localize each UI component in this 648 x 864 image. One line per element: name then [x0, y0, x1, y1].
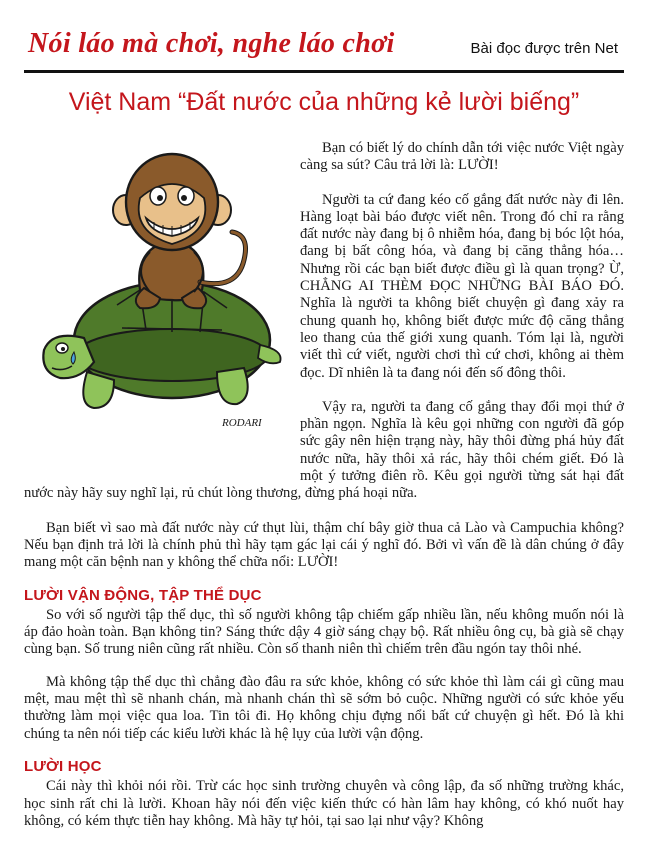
- page-header: [0, 0, 648, 76]
- section-heading: LƯỜI VẬN ĐỘNG, TẬP THỂ DỤC: [24, 586, 262, 604]
- brand-title: Nói láo mà chơi, nghe láo chơi: [28, 28, 395, 59]
- intro-paragraph: Người ta cứ đang kéo cố gắng đất nước này đi lên. Hàng loạt bài báo được viết nên. Trong đó chỉ ra rằng đất nước này đang bị ô nhiễm hóa, đang bị bóc lột hóa, đang bị bất công hóa, và đang bị căng thẳng hóa… Nhưng rồi các bạn biết được điều gì là quan trọng? Ừ, CHẲNG AI THÈM ĐỌC NHỮNG BÀI BÁO ĐÓ. Nghĩa là người ta không biết chuyện gì đang xảy ra chung quanh họ, không biết được mức độ căng thẳng leo thang của thế giới xung quanh. Tóm lại là, người viết thì cứ viết, người chơi thì cứ chơi, không ai thèm đọc. Dĩ nhiên là ta đang nói đến số đông thôi.: [300, 191, 624, 381]
- section-paragraph: So với số người tập thể dục, thì số người không tập chiếm gấp nhiều lần, nếu không muốn nói là áp đảo hoàn toàn. Bạn không tin? Sáng thức dậy 4 giờ sáng chạy bộ. Rất nhiều ông cụ, bà già sẽ chạy cùng bạn. Số trung niên cũng rất nhiều. Còn số thanh niên thì chiếm trên đầu ngón tay thôi nhé.: [24, 606, 624, 658]
- monkey-right-pupil: [181, 195, 187, 201]
- header-rule: [24, 70, 624, 73]
- illustration-signature: RODARI: [222, 417, 262, 429]
- turtle-tail: [258, 345, 281, 363]
- monkey-left-pupil: [157, 195, 163, 201]
- article-title: Việt Nam “Đất nước của những kẻ lười biếng”: [68, 88, 580, 116]
- monkey-tail-outline: [200, 232, 246, 284]
- turtle-back-leg: [217, 368, 248, 404]
- section-heading: LƯỜI HỌC: [24, 757, 102, 775]
- intro-paragraph: Bạn có biết lý do chính dẫn tới việc nước Việt ngày càng sa sút? Câu trả lời là: LƯỜI!: [300, 140, 624, 174]
- monkey-on-turtle-illustration: [22, 140, 290, 478]
- section-paragraph: Mà không tập thể dục thì chẳng đào đâu ra sức khỏe, không có sức khỏe thì làm cái gì cũng mau mệt, mau mệt thì sẽ nhanh chán, mà nhanh chán thì sẽ sớm bỏ cuộc. Những người có sức khỏe yếu thường làm mọi việc qua loa. Tin tôi đi. Họ không chịu đựng nổi bất cứ chuyện gì hết. Đó là khi chúng ta nên nói tiếp các kiểu lười khác là hệ lụy của lười vận động.: [24, 673, 624, 742]
- illustration-svg: [22, 140, 290, 478]
- intro-paragraph: Bạn biết vì sao mà đất nước này cứ thụt lùi, thậm chí bây giờ thua cả Lào và Campuchia không? Nếu bạn định trả lời là chính phủ thì hãy tạm gác lại cái ý nghĩ đó. Bởi vì vấn đề là dân chúng ở đây mang một căn bệnh nan y không thể chữa nổi: LƯỜI!: [24, 519, 624, 571]
- article-body: [24, 140, 624, 847]
- turtle-pupil: [61, 347, 65, 351]
- source-label: Bài đọc được trên Net: [470, 40, 618, 57]
- intro-paragraph: Vậy ra, người ta đang cố gắng thay đổi mọi thứ ở phần ngọn. Nghĩa là kêu gọi những con người đã góp sức gây nên hiện trạng này, hãy thôi đừng phá hủy đất nước nữa, hãy thôi xả rác, hãy thôi chém giết. Đó là một ý tưởng điên rồ. Kêu gọi người từng sát hại đất nước này hãy suy nghĩ lại, rủ chút lòng thương, đừng phá hoại nữa.: [24, 398, 624, 502]
- section-paragraph: Cái này thì khỏi nói rồi. Trừ các học sinh trường chuyên và công lập, đa số những trường khác, học sinh rất chi là lười. Khoan hãy nói đến việc kiến thức có hàn lâm hay không, có khó nuốt hay không, có kém thực tiễn hay không. Mà hãy tự hỏi, tại sao lại như vậy? Không: [24, 778, 624, 829]
